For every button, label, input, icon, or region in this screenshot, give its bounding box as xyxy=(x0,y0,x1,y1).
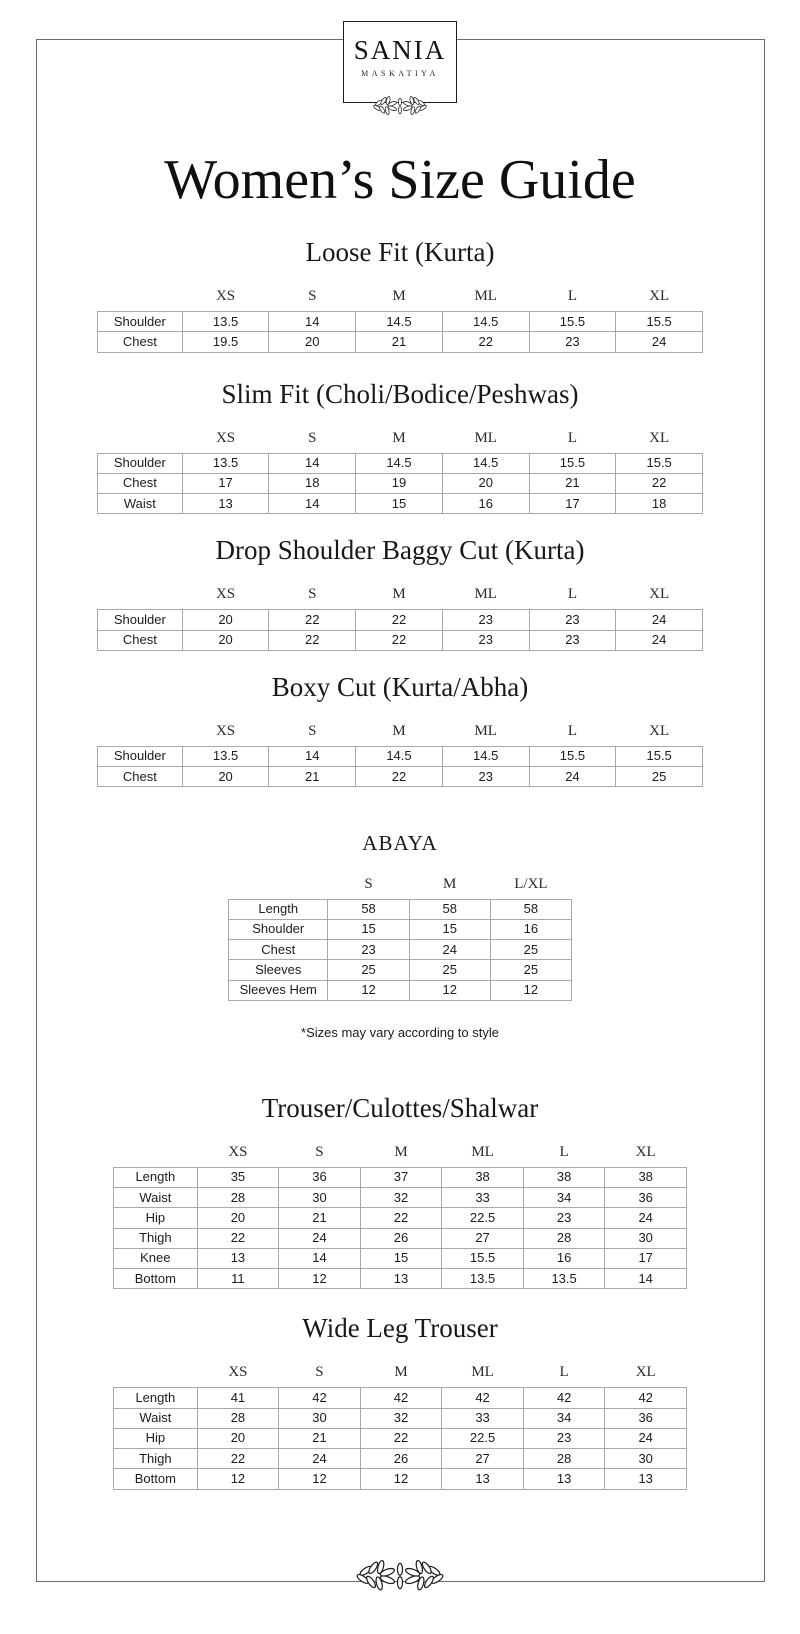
size-col-header: S xyxy=(315,1364,324,1381)
size-cell: 20 xyxy=(182,630,269,650)
size-col-header: L xyxy=(567,429,577,446)
size-cell: 13 xyxy=(605,1469,687,1489)
size-col-header: ML xyxy=(474,429,497,446)
size-cell: 13 xyxy=(360,1269,442,1289)
section-loose-fit-kurta xyxy=(0,237,800,353)
size-cell: 23 xyxy=(328,940,409,960)
size-cell: 20 xyxy=(442,473,529,493)
size-cell: 42 xyxy=(360,1388,442,1408)
table-row xyxy=(98,453,703,473)
size-col-header: L xyxy=(567,586,577,603)
size-col-header: XL xyxy=(635,1364,656,1381)
section-drop-shoulder-baggy-cut-kurta xyxy=(0,535,800,651)
size-col-header: M xyxy=(394,1143,408,1160)
size-cell: 28 xyxy=(197,1408,279,1428)
corner-cell xyxy=(98,722,183,747)
size-cell: 15 xyxy=(409,919,490,939)
row-label: Length xyxy=(114,1167,198,1187)
size-cell: 42 xyxy=(605,1388,687,1408)
size-col-header: L xyxy=(559,1364,569,1381)
size-cell: 14 xyxy=(269,312,356,332)
size-col-header: S xyxy=(308,722,317,739)
size-cell: 22 xyxy=(269,630,356,650)
size-cell: 17 xyxy=(605,1248,687,1268)
size-cell: 34 xyxy=(523,1408,605,1428)
table-row xyxy=(114,1408,687,1428)
row-label: Bottom xyxy=(114,1469,198,1489)
size-cell: 21 xyxy=(269,767,356,787)
size-col-header: M xyxy=(392,288,406,305)
size-cell: 38 xyxy=(605,1167,687,1187)
row-label: Shoulder xyxy=(98,453,183,473)
table-row xyxy=(114,1469,687,1489)
size-cell: 23 xyxy=(529,610,616,630)
size-cell: 23 xyxy=(442,767,529,787)
table-row xyxy=(114,1449,687,1469)
size-cell: 14.5 xyxy=(442,453,529,473)
row-label: Waist xyxy=(98,494,183,514)
size-cell: 33 xyxy=(442,1188,524,1208)
size-cell: 11 xyxy=(197,1269,279,1289)
size-cell: 21 xyxy=(279,1208,361,1228)
size-col-header: M xyxy=(394,1364,408,1381)
row-label: Waist xyxy=(114,1408,198,1428)
size-header-row xyxy=(98,429,703,454)
table-row xyxy=(114,1208,687,1228)
leaf-ornament-icon xyxy=(348,1558,452,1594)
size-cell: 23 xyxy=(442,610,529,630)
brand-logo xyxy=(343,21,457,103)
corner-cell xyxy=(98,429,183,454)
size-col-header: S xyxy=(308,586,317,603)
size-cell: 36 xyxy=(279,1167,361,1187)
size-cell: 16 xyxy=(523,1248,605,1268)
size-cell: 14.5 xyxy=(442,312,529,332)
row-label: Shoulder xyxy=(229,919,328,939)
table-row xyxy=(98,332,703,352)
size-cell: 18 xyxy=(616,494,703,514)
section-slim-fit-choli-bodice-peshwas xyxy=(0,379,800,515)
table-row xyxy=(114,1167,687,1187)
size-col-header: M xyxy=(392,429,406,446)
size-cell: 24 xyxy=(409,940,490,960)
size-col-header: M xyxy=(443,875,457,892)
size-col-header: S xyxy=(364,875,373,892)
size-col-header: S xyxy=(308,288,317,305)
size-cell: 22 xyxy=(442,332,529,352)
size-cell: 17 xyxy=(529,494,616,514)
corner-cell xyxy=(229,875,328,900)
size-header-row xyxy=(98,585,703,610)
size-col-header: M xyxy=(392,586,406,603)
size-cell: 13.5 xyxy=(182,746,269,766)
size-col-header: ML xyxy=(474,586,497,603)
row-label: Thigh xyxy=(114,1228,198,1248)
row-label: Shoulder xyxy=(98,746,183,766)
size-cell: 15 xyxy=(328,919,409,939)
size-col-header: L xyxy=(567,288,577,305)
row-label: Knee xyxy=(114,1248,198,1268)
size-cell: 13 xyxy=(197,1248,279,1268)
table-row xyxy=(114,1248,687,1268)
size-cell: 12 xyxy=(328,980,409,1000)
size-cell: 24 xyxy=(529,767,616,787)
size-cell: 25 xyxy=(409,960,490,980)
row-label: Length xyxy=(229,899,328,919)
size-cell: 42 xyxy=(523,1388,605,1408)
table-row xyxy=(98,312,703,332)
size-cell: 42 xyxy=(442,1388,524,1408)
size-col-header: L xyxy=(559,1143,569,1160)
size-cell: 13 xyxy=(182,494,269,514)
size-cell: 13.5 xyxy=(182,453,269,473)
table-row xyxy=(98,630,703,650)
section-boxy-cut-kurta-abha xyxy=(0,672,800,788)
size-cell: 13.5 xyxy=(442,1269,524,1289)
size-cell: 38 xyxy=(523,1167,605,1187)
size-cell: 15 xyxy=(360,1248,442,1268)
size-table xyxy=(113,1143,687,1290)
table-row xyxy=(114,1188,687,1208)
size-cell: 22 xyxy=(360,1208,442,1228)
size-cell: 14 xyxy=(269,746,356,766)
section-wide-leg-trouser xyxy=(0,1313,800,1489)
size-cell: 20 xyxy=(197,1428,279,1448)
size-cell: 13 xyxy=(523,1469,605,1489)
size-cell: 15.5 xyxy=(616,312,703,332)
size-cell: 14 xyxy=(269,494,356,514)
section-title: Drop Shoulder Baggy Cut (Kurta) xyxy=(215,535,585,566)
section-title: Trouser/Culottes/Shalwar xyxy=(261,1092,539,1123)
size-col-header: XS xyxy=(215,429,236,446)
size-col-header: XS xyxy=(215,586,236,603)
size-cell: 27 xyxy=(442,1228,524,1248)
table-row xyxy=(114,1388,687,1408)
size-cell: 23 xyxy=(529,332,616,352)
table-row xyxy=(229,960,572,980)
size-col-header: L xyxy=(567,722,577,739)
size-col-header: ML xyxy=(474,288,497,305)
size-col-header: ML xyxy=(474,722,497,739)
row-label: Thigh xyxy=(114,1449,198,1469)
row-label: Waist xyxy=(114,1188,198,1208)
size-cell: 24 xyxy=(605,1428,687,1448)
size-col-header: XS xyxy=(228,1143,248,1160)
size-col-header: XL xyxy=(635,1143,656,1160)
size-col-header: XS xyxy=(215,288,236,305)
size-cell: 12 xyxy=(279,1269,361,1289)
table-row xyxy=(229,980,572,1000)
size-col-header: ML xyxy=(471,1143,494,1160)
table-row xyxy=(98,494,703,514)
size-col-header: ML xyxy=(471,1364,494,1381)
size-cell: 37 xyxy=(360,1167,442,1187)
size-cell: 15.5 xyxy=(529,312,616,332)
size-cell: 24 xyxy=(616,332,703,352)
size-cell: 24 xyxy=(279,1449,361,1469)
size-cell: 12 xyxy=(197,1469,279,1489)
size-cell: 15.5 xyxy=(442,1248,524,1268)
size-cell: 17 xyxy=(182,473,269,493)
section-title: Wide Leg Trouser xyxy=(302,1313,498,1344)
size-cell: 15 xyxy=(356,494,443,514)
size-cell: 12 xyxy=(490,980,571,1000)
row-label: Chest xyxy=(98,473,183,493)
size-cell: 22 xyxy=(197,1449,279,1469)
table-row xyxy=(98,610,703,630)
size-cell: 32 xyxy=(360,1188,442,1208)
size-cell: 15.5 xyxy=(529,453,616,473)
size-cell: 16 xyxy=(442,494,529,514)
row-label: Bottom xyxy=(114,1269,198,1289)
row-label: Sleeves xyxy=(229,960,328,980)
row-label: Chest xyxy=(98,332,183,352)
corner-cell xyxy=(114,1143,198,1168)
size-cell: 35 xyxy=(197,1167,279,1187)
table-row xyxy=(229,919,572,939)
size-cell: 30 xyxy=(605,1228,687,1248)
size-cell: 38 xyxy=(442,1167,524,1187)
row-label: Length xyxy=(114,1388,198,1408)
size-col-header: S xyxy=(308,429,317,446)
size-cell: 19 xyxy=(356,473,443,493)
size-header-row xyxy=(98,287,703,312)
row-label: Shoulder xyxy=(98,312,183,332)
size-tables-container xyxy=(0,237,800,1490)
size-cell: 14.5 xyxy=(356,746,443,766)
size-cell: 36 xyxy=(605,1188,687,1208)
row-label: Hip xyxy=(114,1208,198,1228)
size-cell: 22 xyxy=(356,610,443,630)
size-cell: 14 xyxy=(279,1248,361,1268)
sizes-vary-note: *Sizes may vary according to style xyxy=(301,1024,499,1040)
size-table xyxy=(97,722,703,788)
size-cell: 24 xyxy=(279,1228,361,1248)
brand-subname: MASKATIYA xyxy=(361,69,439,78)
size-cell: 14.5 xyxy=(356,453,443,473)
size-cell: 14.5 xyxy=(442,746,529,766)
section-title: ABAYA xyxy=(362,831,438,856)
size-col-header: M xyxy=(392,722,406,739)
size-cell: 23 xyxy=(529,630,616,650)
table-row xyxy=(229,940,572,960)
size-cell: 58 xyxy=(409,899,490,919)
leaf-ornament-icon xyxy=(368,95,432,117)
size-col-header: XS xyxy=(215,722,236,739)
row-label: Chest xyxy=(229,940,328,960)
size-cell: 23 xyxy=(523,1428,605,1448)
size-cell: 58 xyxy=(490,899,571,919)
size-header-row xyxy=(114,1363,687,1388)
size-col-header: XS xyxy=(228,1364,248,1381)
size-cell: 20 xyxy=(182,610,269,630)
size-cell: 20 xyxy=(182,767,269,787)
size-table xyxy=(113,1363,687,1489)
size-cell: 22 xyxy=(197,1228,279,1248)
table-row xyxy=(229,899,572,919)
size-cell: 23 xyxy=(523,1208,605,1228)
size-cell: 23 xyxy=(442,630,529,650)
table-row xyxy=(114,1228,687,1248)
row-label: Chest xyxy=(98,630,183,650)
size-cell: 42 xyxy=(279,1388,361,1408)
size-cell: 21 xyxy=(529,473,616,493)
size-table xyxy=(97,287,703,353)
section-abaya xyxy=(0,831,800,1039)
size-cell: 33 xyxy=(442,1408,524,1428)
size-cell: 15.5 xyxy=(616,453,703,473)
size-cell: 26 xyxy=(360,1449,442,1469)
size-cell: 21 xyxy=(356,332,443,352)
page-title: Women’s Size Guide xyxy=(164,149,636,211)
size-cell: 41 xyxy=(197,1388,279,1408)
size-cell: 21 xyxy=(279,1428,361,1448)
size-table xyxy=(228,875,572,1001)
size-cell: 18 xyxy=(269,473,356,493)
corner-cell xyxy=(98,287,183,312)
size-cell: 14.5 xyxy=(356,312,443,332)
section-trouser-culottes-shalwar xyxy=(0,1093,800,1290)
size-cell: 30 xyxy=(605,1449,687,1469)
size-col-header: XL xyxy=(649,586,670,603)
size-cell: 32 xyxy=(360,1408,442,1428)
size-cell: 30 xyxy=(279,1188,361,1208)
size-cell: 26 xyxy=(360,1228,442,1248)
size-cell: 13.5 xyxy=(182,312,269,332)
table-row xyxy=(114,1269,687,1289)
size-cell: 28 xyxy=(197,1188,279,1208)
row-label: Shoulder xyxy=(98,610,183,630)
size-cell: 25 xyxy=(490,940,571,960)
table-row xyxy=(98,746,703,766)
size-cell: 20 xyxy=(197,1208,279,1228)
size-cell: 27 xyxy=(442,1449,524,1469)
size-header-row xyxy=(114,1143,687,1168)
size-cell: 15.5 xyxy=(616,746,703,766)
size-header-row xyxy=(229,875,572,900)
size-cell: 24 xyxy=(605,1208,687,1228)
size-cell: 58 xyxy=(328,899,409,919)
size-cell: 28 xyxy=(523,1449,605,1469)
size-cell: 22 xyxy=(356,630,443,650)
section-title: Boxy Cut (Kurta/Abha) xyxy=(271,671,529,702)
size-cell: 22 xyxy=(360,1428,442,1448)
table-row xyxy=(114,1428,687,1448)
size-cell: 30 xyxy=(279,1408,361,1428)
row-label: Sleeves Hem xyxy=(229,980,328,1000)
size-cell: 24 xyxy=(616,610,703,630)
section-title: Slim Fit (Choli/Bodice/Peshwas) xyxy=(221,378,579,409)
size-cell: 36 xyxy=(605,1408,687,1428)
size-header-row xyxy=(98,722,703,747)
section-title: Loose Fit (Kurta) xyxy=(305,237,495,267)
size-cell: 34 xyxy=(523,1188,605,1208)
corner-cell xyxy=(114,1363,198,1388)
size-cell: 13 xyxy=(442,1469,524,1489)
size-cell: 14 xyxy=(605,1269,687,1289)
size-cell: 22.5 xyxy=(442,1428,524,1448)
size-col-header: S xyxy=(315,1143,324,1160)
size-col-header: XL xyxy=(649,722,670,739)
size-cell: 22 xyxy=(356,767,443,787)
size-cell: 16 xyxy=(490,919,571,939)
size-cell: 12 xyxy=(279,1469,361,1489)
size-col-header: XL xyxy=(649,288,670,305)
row-label: Chest xyxy=(98,767,183,787)
size-cell: 25 xyxy=(328,960,409,980)
size-cell: 20 xyxy=(269,332,356,352)
size-cell: 25 xyxy=(490,960,571,980)
size-col-header: XL xyxy=(649,429,670,446)
size-cell: 12 xyxy=(409,980,490,1000)
size-cell: 24 xyxy=(616,630,703,650)
size-cell: 25 xyxy=(616,767,703,787)
size-table xyxy=(97,585,703,651)
corner-cell xyxy=(98,585,183,610)
size-cell: 14 xyxy=(269,453,356,473)
size-cell: 13.5 xyxy=(523,1269,605,1289)
size-cell: 19.5 xyxy=(182,332,269,352)
brand-name: SANIA xyxy=(353,35,447,65)
size-cell: 22 xyxy=(616,473,703,493)
size-cell: 28 xyxy=(523,1228,605,1248)
size-table xyxy=(97,429,703,515)
size-cell: 15.5 xyxy=(529,746,616,766)
table-row xyxy=(98,767,703,787)
table-row xyxy=(98,473,703,493)
size-cell: 12 xyxy=(360,1469,442,1489)
size-col-header: L/XL xyxy=(514,875,548,892)
size-cell: 22.5 xyxy=(442,1208,524,1228)
size-cell: 22 xyxy=(269,610,356,630)
row-label: Hip xyxy=(114,1428,198,1448)
